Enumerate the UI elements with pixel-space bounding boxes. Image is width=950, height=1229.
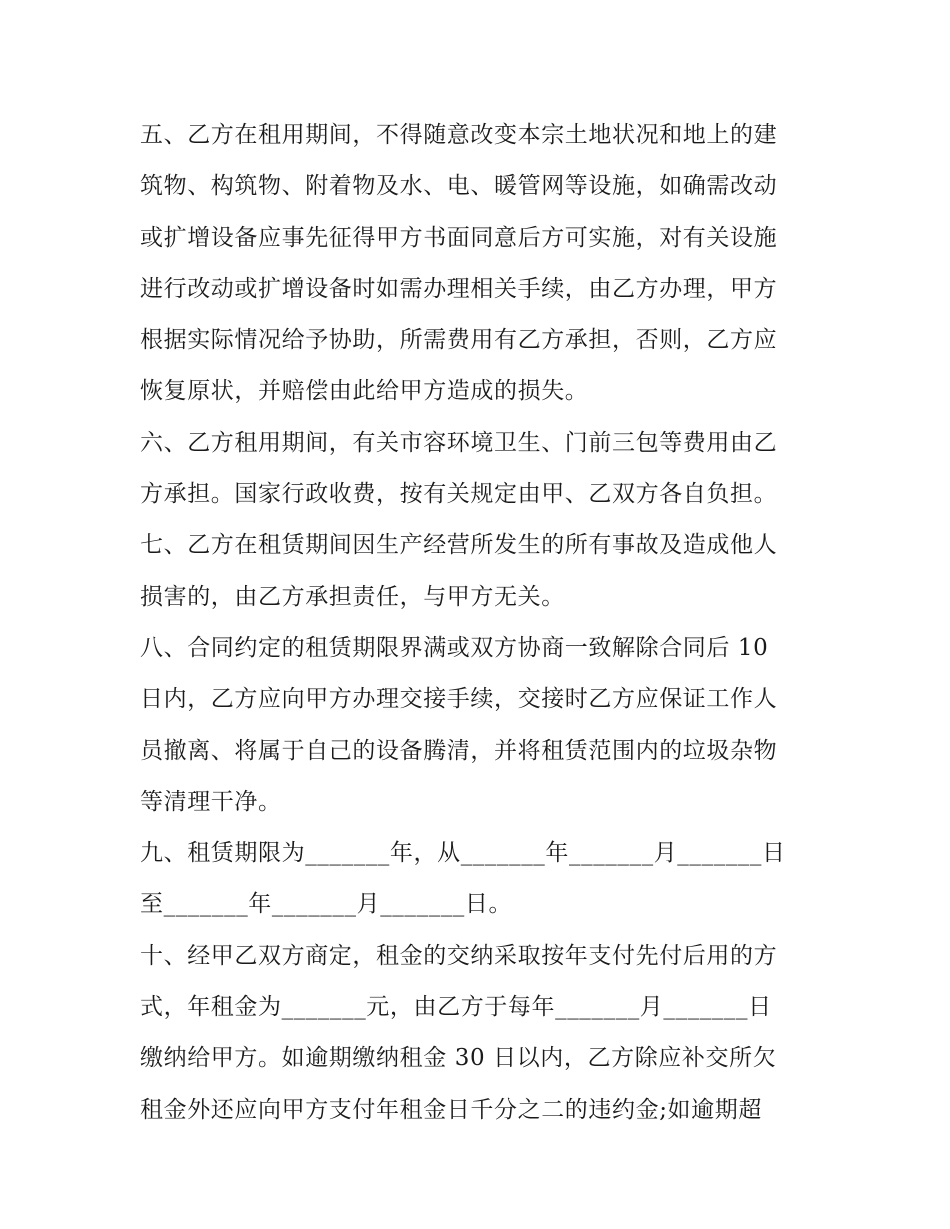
text-line: 方承担。国家行政收费，按有关规定由甲、乙双方各自负担。: [140, 481, 778, 508]
text-line: 筑物、构筑物、附着物及水、电、暖管网等设施，如确需改动: [140, 173, 778, 200]
text-line: 十、经甲乙双方商定，租金的交纳采取按年支付先付后用的方: [140, 942, 778, 969]
document-body: [140, 110, 820, 1136]
text-line: 员撤离、将属于自己的设备腾清，并将租赁范围内的垃圾杂物: [140, 737, 778, 764]
text-line: 至_______年_______月_______日。: [140, 891, 513, 918]
text-line: 七、乙方在租赁期间因生产经营所发生的所有事故及造成他人: [140, 532, 778, 559]
text-line: 损害的，由乙方承担责任，与甲方无关。: [140, 583, 565, 610]
text-line: 缴纳给甲方。如逾期缴纳租金 30 日以内，乙方除应补交所欠: [140, 1045, 777, 1072]
text-line: 式，年租金为_______元，由乙方于每年_______月_______日: [140, 994, 772, 1021]
text-line: 六、乙方租用期间，有关市容环境卫生、门前三包等费用由乙: [140, 429, 778, 456]
text-line: 或扩增设备应事先征得甲方书面同意后方可实施，对有关设施: [140, 224, 778, 251]
text-line: 八、合同约定的租赁期限界满或双方协商一致解除合同后 10: [140, 634, 769, 661]
text-line: 租金外还应向甲方支付年租金日千分之二的违约金;如逾期超: [140, 1096, 762, 1123]
text-line: 日内，乙方应向甲方办理交接手续，交接时乙方应保证工作人: [140, 686, 778, 713]
text-line: 九、租赁期限为_______年，从_______年_______月_______日: [140, 840, 786, 867]
text-line: 进行改动或扩增设备时如需办理相关手续，由乙方办理，甲方: [140, 275, 778, 302]
text-line: 等清理干净。: [140, 788, 282, 815]
text-line: 恢复原状，并赔偿由此给甲方造成的损失。: [140, 378, 589, 405]
text-line: 根据实际情况给予协助，所需费用有乙方承担，否则，乙方应: [140, 327, 778, 354]
text-line: 五、乙方在租用期间，不得随意改变本宗土地状况和地上的建: [140, 122, 778, 148]
